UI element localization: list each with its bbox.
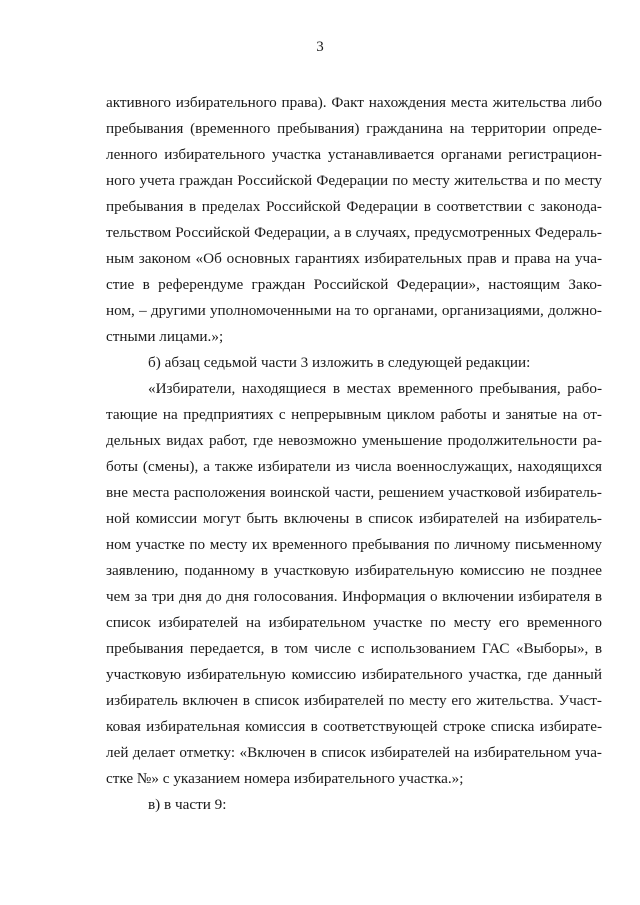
page-number: 3 bbox=[316, 39, 324, 55]
text-line: ной комиссии могут быть включены в список избирателей на избиратель- bbox=[106, 510, 602, 527]
text-line: тельством Российской Федерации, а в случаях, предусмотренных Федераль- bbox=[106, 224, 602, 241]
text-line: ном участке по месту их временного пребывания по личному письменному bbox=[106, 536, 602, 553]
text-line: стие в референдуме граждан Российской Федерации», настоящим Зако- bbox=[106, 276, 602, 293]
text-line: дельных видах работ, где невозможно уменьшение продолжительности ра- bbox=[106, 432, 602, 449]
text-line: стными лицами.»; bbox=[106, 328, 224, 345]
text-line: ковая избирательная комиссия в соответствующей строке списка избирате- bbox=[106, 718, 602, 735]
text-line: список избирателей на избирательном участке по месту его временного bbox=[106, 614, 602, 631]
text-line: участковую избирательную комиссию избирательного участка, где данный bbox=[106, 666, 602, 683]
text-line: стке №» с указанием номера избирательного участка.»; bbox=[106, 770, 464, 787]
text-line: пребывания (временного пребывания) гражданина на территории опреде- bbox=[106, 120, 602, 137]
text-line: вне места расположения воинской части, решением участковой избиратель- bbox=[106, 484, 602, 501]
text-line: чем за три дня до дня голосования. Информация о включении избирателя в bbox=[106, 588, 602, 605]
paragraph-heading: б) абзац седьмой части 3 изложить в следующей редакции: bbox=[148, 354, 531, 371]
body-text bbox=[106, 90, 602, 818]
text-line: тающие на предприятиях с непрерывным циклом работы и занятые на от- bbox=[106, 406, 602, 423]
text-line: активного избирательного права). Факт нахождения места жительства либо bbox=[106, 94, 602, 111]
text-line: пребывания в пределах Российской Федерации в соответствии с законода- bbox=[106, 198, 602, 215]
text-line: ного учета граждан Российской Федерации по месту жительства и по месту bbox=[106, 172, 602, 189]
text-line: «Избиратели, находящиеся в местах временного пребывания, рабо- bbox=[148, 380, 602, 397]
text-line: избиратель включен в список избирателей по месту его жительства. Участ- bbox=[106, 692, 602, 709]
paragraph-heading: в) в части 9: bbox=[148, 796, 227, 813]
text-line: ном, – другими уполномоченными на то органами, организациями, должно- bbox=[106, 302, 602, 319]
text-line: ленного избирательного участка устанавливается органами регистрацион- bbox=[106, 146, 602, 163]
text-line: ным законом «Об основных гарантиях избирательных прав и права на уча- bbox=[106, 250, 602, 267]
text-line: пребывания передается, в том числе с использованием ГАС «Выборы», в bbox=[106, 640, 602, 657]
text-line: лей делает отметку: «Включен в список избирателей на избирательном уча- bbox=[106, 744, 602, 761]
text-line: заявлению, поданному в участковую избирательную комиссию не позднее bbox=[106, 562, 602, 579]
text-line: боты (смены), а также избиратели из числа военнослужащих, находящихся bbox=[106, 458, 602, 475]
